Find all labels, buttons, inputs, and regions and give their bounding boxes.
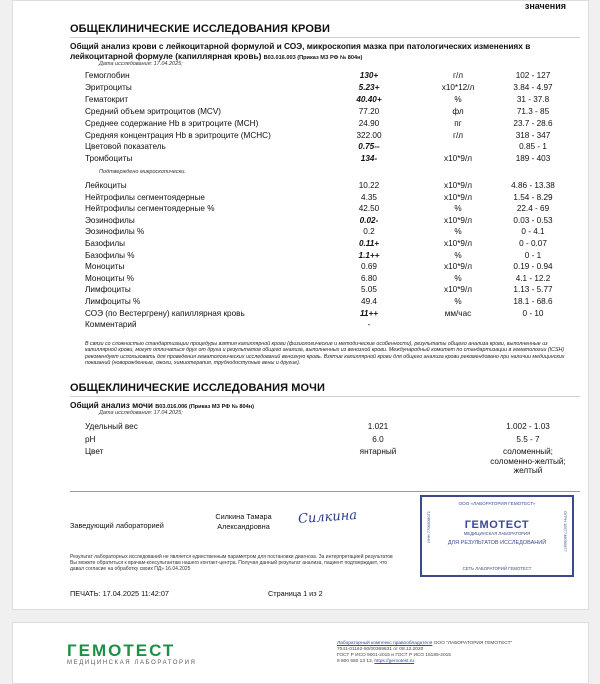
blood-section-title: ОБЩЕКЛИНИЧЕСКИЕ ИССЛЕДОВАНИЯ КРОВИ xyxy=(70,23,331,35)
result-row xyxy=(13,119,588,129)
result-reference: 71.3 - 85 xyxy=(516,106,550,116)
result-reference: 318 - 347 xyxy=(515,130,551,140)
result-name: Нейтрофилы сегментоядерные xyxy=(85,192,205,202)
result-reference: 0 - 0.07 xyxy=(519,239,547,248)
result-row xyxy=(13,251,588,261)
result-unit: x10*9/л xyxy=(444,181,472,190)
result-row xyxy=(13,193,588,203)
blood-test-date: Дата исследования: 17.04.2025; xyxy=(99,61,183,67)
result-reference: 31 - 37.8 xyxy=(516,94,550,104)
result-name: Базофилы xyxy=(85,239,126,248)
result-unit: % xyxy=(454,227,462,237)
result-value: 0.75-- xyxy=(358,142,380,152)
result-row xyxy=(13,285,588,295)
result-value: 40.40+ xyxy=(356,94,382,104)
result-unit: % xyxy=(454,204,462,214)
result-value: 4.35 xyxy=(361,192,377,202)
result-value: 0.02- xyxy=(359,215,379,225)
result-value: 49.4 xyxy=(361,297,377,306)
result-value: 42.50 xyxy=(358,204,380,214)
result-reference: 0 - 1 xyxy=(524,250,542,260)
result-name: Лимфоциты % xyxy=(85,297,141,306)
result-reference: 4.1 - 12.2 xyxy=(515,273,551,283)
result-value: 77.20 xyxy=(358,106,380,116)
result-value: - xyxy=(367,320,371,330)
result-unit: пг xyxy=(454,118,462,128)
result-row xyxy=(13,142,588,152)
blood-test-title: Общий анализ крови с лейкоцитарной формулой и СОЭ, микроскопия мазка при патологических изменениях в лейкоцитарной формуле (капиллярная кровь) B03.016.003 (Приказ МЗ РФ № 804н) xyxy=(70,41,531,61)
result-name: Комментарий xyxy=(85,320,137,330)
result-unit: x10*9/л xyxy=(444,262,472,272)
result-name: Лейкоциты xyxy=(85,181,127,190)
result-row xyxy=(13,107,588,117)
result-value: 322.00 xyxy=(356,130,382,140)
page-number: Страница 1 из 2 xyxy=(268,589,323,598)
result-reference: 3.84 - 4.97 xyxy=(513,82,553,92)
footer-legal: Лабораторный комплекс правообладателя ООО "ЛАБОРАТОРИЯ ГЕМОТЕСТ" 7041-01162-50/00369631 от 08.12.2020 ГОСТ Р ИСО 9001-2015 и ГОСТ Р ИСО 15189-2015 8 800 550 13 13, https://gemotest.ru xyxy=(337,641,513,664)
result-row xyxy=(13,239,588,249)
result-row xyxy=(13,227,588,237)
result-value: 5.05 xyxy=(361,285,377,295)
rights-holder-link[interactable]: Лабораторный комплекс правообладателя xyxy=(337,641,433,646)
result-unit: % xyxy=(454,297,462,306)
result-value: 0.69 xyxy=(361,262,377,272)
result-unit: x10*9/л xyxy=(444,285,472,295)
result-row xyxy=(13,95,588,105)
micro-note: Подтверждено микроскопически. xyxy=(99,169,186,175)
result-name: Эозинофилы % xyxy=(85,227,145,237)
result-name: Тромбоциты xyxy=(85,154,133,164)
result-row xyxy=(13,181,588,191)
result-value: 24.90 xyxy=(358,118,380,128)
result-unit: x10*9/л xyxy=(444,192,472,202)
result-row xyxy=(13,309,588,319)
result-reference: 4.86 - 13.38 xyxy=(511,181,555,190)
result-name: Базофилы % xyxy=(85,250,135,260)
result-name: Эритроциты xyxy=(85,82,132,92)
result-name: Лимфоциты xyxy=(85,285,131,295)
result-name: Средний объем эритроцитов (MCV) xyxy=(85,106,222,116)
result-unit: % xyxy=(454,250,462,260)
result-name: Нейтрофилы сегментоядерные % xyxy=(85,204,215,214)
blood-test-code: B03.016.003 (Приказ МЗ РФ № 804н) xyxy=(263,55,363,61)
signature-name: Силкина Тамара Александровна xyxy=(215,512,272,531)
result-unit: фл xyxy=(452,106,464,116)
result-value: 134- xyxy=(360,154,378,164)
result-reference: 0.19 - 0.94 xyxy=(513,262,553,272)
capillary-note: В связи со сложностью стандартизации процедуры взятия капиллярной крови (физиологические и методические особенности), результаты общего анализа крови, выполненные из капиллярной крови, могут отличаться друг от друга и результатов общего анализа, выполненных из венозной крови. Международный комитет по стандартизации в гематологии (ICSH) рекомендует использовать для проведения гематологических исследований венозную кровь. Взятие капиллярной крови для общего анализа крови рекомендовано при наличии медицинских показаний (новорожденные, ожоги, химиотерапия, труднодоступные вены и другие). xyxy=(85,341,565,367)
result-name: СОЭ (по Вестергрену) капиллярная кровь xyxy=(85,308,245,318)
gemotest-logo: ГЕМОТЕСТ МЕДИЦИНСКАЯ ЛАБОРАТОРИЯ xyxy=(67,641,197,666)
result-value: 130+ xyxy=(359,71,379,80)
result-reference: 0 - 4.1 xyxy=(521,227,545,237)
result-value: 6.80 xyxy=(361,273,377,283)
result-name: Цветовой показатель xyxy=(85,142,166,152)
result-name: Гематокрит xyxy=(85,94,129,104)
column-header-reference: значения xyxy=(524,1,566,11)
result-unit: x10*12/л xyxy=(441,82,475,92)
result-value: 10.22 xyxy=(358,181,380,190)
report-page-1: значения ОБЩЕКЛИНИЧЕСКИЕ ИССЛЕДОВАНИЯ КРОВИ Общий анализ крови с лейкоцитарной формулой и СОЭ, микроскопия мазка при патологических изменениях в лейкоцитарной формуле (капиллярная кровь) B03.016.003 (Приказ МЗ РФ № 804н) Дата исследования: 17.04.2025; Гемоглобин 130+ г/л 102 - 127 Эритроциты 5.23+ x10*12/л 3.84 - 4.97 Гематокрит 40.40+ % 31 - 37.8 Средний объем эритроцитов (MCV) 77.20 фл 71.3 - 85 Среднее содержание Hb в эритроците (MCH) 24.90 пг 23.7 - 28.6 Средняя концентрация Hb в эритроците (MCHC) 322.00 г/л 318 - 347 Цветовой показатель 0.75-- 0.85 - 1 Тромбоциты 134- x10*9/л 189 - 403 Подтверждено микроскопически. Лейкоциты 10.22 x10*9/л 4.86 - 13.38 Нейтрофилы сегментоядерные 4.35 x10*9/л 1.54 - 8.29 Нейтрофилы сегментоядерные % 42.50 % 22.4 - 69 Эозинофилы 0.02- x10*9/л 0.03 - 0.53 Эозинофилы % 0.2 % 0 - 4.1 Базофилы 0.11+ x10*9/л 0 - 0.07 Базофилы % 1.1++ % 0 - 1 Моноциты 0.69 x10*9/л 0.19 - 0.94 Моноциты % 6.80 % 4.1 - 12.2 Лимфоциты 5.05 x10*9/л 1.13 - 5.77 Лимфоциты % 49.4 % 18.1 - 68.6 СОЭ (по Вестергрену) капиллярная кровь 11++ мм/час 0 - 10 Комментарий - В связи со сложностью стандартизации процедуры взятия капиллярной крови (физиологические и методические особенности), результаты общего анализа крови, выполненные из капиллярной крови, могут отличаться друг от друга и результатов общего анализа, выполненных из венозной крови. Международный комитет по стандартизации в гематологии (ICSH) рекомендует использовать для проведения гематологических исследований венозную кровь. Взятие капиллярной крови для общего анализа крови рекомендовано при наличии медицинских показаний (новорожденные, ожоги, химиотерапия, труднодоступные вены и другие). ОБЩЕКЛИНИЧЕСКИЕ ИССЛЕДОВАНИЯ МОЧИ Общий анализ мочи B03.016.006 (Приказ МЗ РФ № 804н) Дата исследования: 17.04.2025; Удельный вес 1.021 1.002 - 1.03 pH 6.0 5.5 - 7 Цвет янтарный соломенный; соломенно-желтый; желтый Заведующий лабораторией Силкина Тамара Александровна Силкина ООО «ЛАБОРАТОРИЯ ГЕМОТЕСТ» ИНН 7706838071 ОГРН 1057746090877 ГЕМОТЕСТ МЕДИЦИНСКАЯ ЛАБОРАТОРИЯ ДЛЯ РЕЗУЛЬТАТОВ ИССЛЕДОВАНИЙ СЕТЬ ЛАБОРАТОРИЙ ГЕМОТЕСТ Результат лабораторных исследований не является единственным параметром для постановки диагноза. За интерпретацией результатов Вы можете обратиться к врачам-консультантам нашего контакт-центра. Получая данный результат анализа, пациент подтверждает, что давал согласие на обработку своих ПД» 16.04.2025 ПЕЧАТЬ: 17.04.2025 11:42:07 Страница 1 из 2 xyxy=(12,0,589,610)
urine-test-title: Общий анализ мочи B03.016.006 (Приказ МЗ РФ № 804н) xyxy=(70,400,254,410)
result-row xyxy=(13,216,588,226)
result-name: Моноциты xyxy=(85,262,125,272)
urine-test-code: B03.016.006 (Приказ МЗ РФ № 804н) xyxy=(155,404,254,410)
disclaimer: Результат лабораторных исследований не является единственным параметром для постановки диагноза. За интерпретацией результатов Вы можете обратиться к врачам-консультантам нашего контакт-центра. Получая данный результат анализа, пациент подтверждает, что давал согласие на обработку своих ПД» 16.04.2025 xyxy=(70,554,393,573)
result-value: 5.23+ xyxy=(358,82,380,92)
result-reference: 0 - 10 xyxy=(522,308,544,318)
result-value: 0.2 xyxy=(363,227,375,237)
result-unit: x10*9/л xyxy=(444,239,472,248)
result-reference: 23.7 - 28.6 xyxy=(513,118,553,128)
handwritten-signature: Силкина xyxy=(297,507,358,528)
result-row xyxy=(13,71,588,81)
urine-section-title: ОБЩЕКЛИНИЧЕСКИЕ ИССЛЕДОВАНИЯ МОЧИ xyxy=(70,382,325,394)
urine-test-date: Дата исследования: 17.04.2025; xyxy=(99,410,183,416)
result-unit: мм/час xyxy=(444,308,472,318)
result-value: 1.1++ xyxy=(358,250,380,260)
result-name: Моноциты % xyxy=(85,273,134,283)
result-name: Средняя концентрация Hb в эритроците (MCHC) xyxy=(85,130,271,140)
print-timestamp: ПЕЧАТЬ: 17.04.2025 11:42:07 xyxy=(70,589,169,598)
result-value: 11++ xyxy=(359,308,379,318)
result-unit: % xyxy=(454,94,462,104)
result-row xyxy=(13,83,588,93)
result-reference: 1.13 - 5.77 xyxy=(513,285,553,295)
result-row xyxy=(13,154,588,164)
result-reference: 0.85 - 1 xyxy=(519,142,547,152)
result-reference: 102 - 127 xyxy=(515,71,551,80)
result-value: 0.11+ xyxy=(358,239,380,248)
result-row xyxy=(13,204,588,214)
result-unit: x10*9/л xyxy=(444,215,472,225)
result-row xyxy=(13,320,588,330)
divider xyxy=(70,37,580,38)
result-unit: г/л xyxy=(452,71,464,80)
result-row xyxy=(13,297,588,307)
signature-role: Заведующий лабораторией xyxy=(70,521,164,530)
result-unit: г/л xyxy=(452,130,464,140)
result-reference: 0.03 - 0.53 xyxy=(513,215,553,225)
result-reference: 22.4 - 69 xyxy=(516,204,550,214)
result-reference: 1.54 - 8.29 xyxy=(513,192,553,202)
result-row xyxy=(13,274,588,284)
divider xyxy=(70,491,580,492)
report-page-2 xyxy=(12,622,589,684)
result-name: Гемоглобин xyxy=(85,71,130,80)
result-name: Эозинофилы xyxy=(85,215,135,225)
result-unit: % xyxy=(454,273,462,283)
result-row xyxy=(13,262,588,272)
result-reference: 189 - 403 xyxy=(515,154,551,164)
result-name: Среднее содержание Hb в эритроците (MCH) xyxy=(85,118,259,128)
website-link[interactable]: https://gemotest.ru xyxy=(374,659,415,664)
lab-stamp: ООО «ЛАБОРАТОРИЯ ГЕМОТЕСТ» ИНН 7706838071 ОГРН 1057746090877 ГЕМОТЕСТ МЕДИЦИНСКАЯ ЛАБОРАТОРИЯ ДЛЯ РЕЗУЛЬТАТОВ ИССЛЕДОВАНИЙ СЕТЬ ЛАБОРАТОРИЙ ГЕМОТЕСТ xyxy=(420,495,574,577)
divider xyxy=(70,396,580,397)
result-reference: 18.1 - 68.6 xyxy=(513,297,553,306)
result-unit: x10*9/л xyxy=(444,154,472,164)
result-row xyxy=(13,131,588,141)
